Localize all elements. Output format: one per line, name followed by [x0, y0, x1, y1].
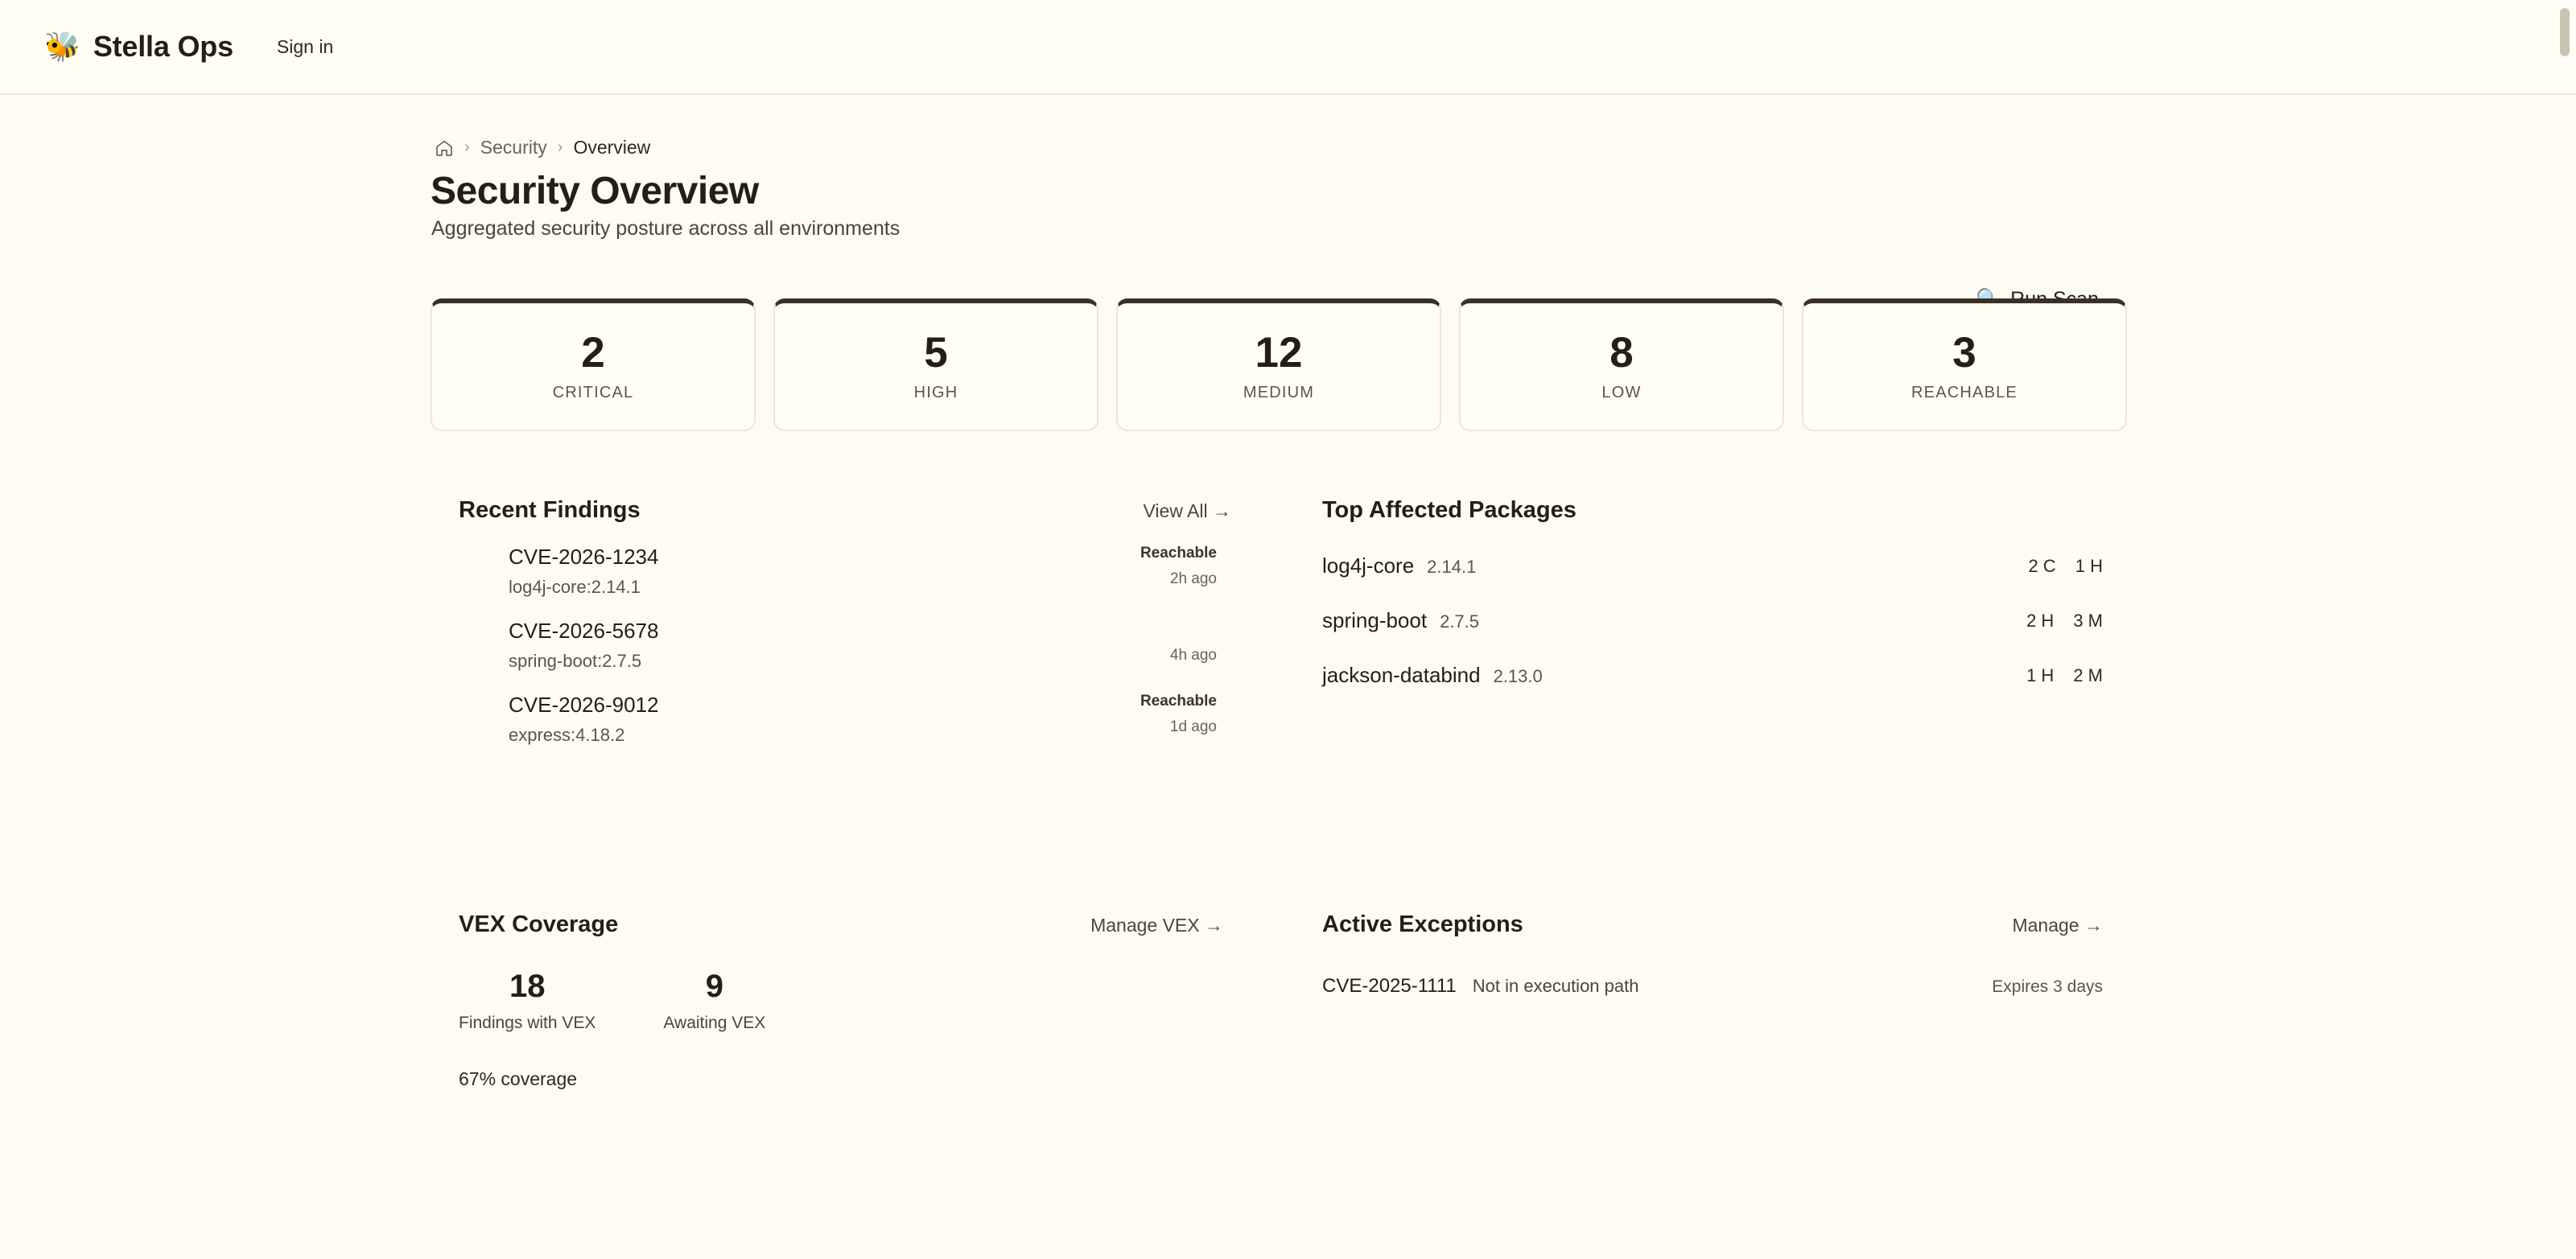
finding-timestamp: 4h ago: [1169, 647, 1217, 664]
package-row[interactable]: [1322, 524, 2103, 578]
manage-vex-button[interactable]: Manage VEX →: [1090, 915, 1223, 936]
vex-metric-findings-with-vex: [459, 970, 596, 1033]
top-affected-packages-panel: [1322, 497, 2103, 688]
view-all-findings-button[interactable]: View All →: [1143, 500, 1231, 521]
breadcrumb-item-security[interactable]: Security: [480, 137, 547, 158]
page-scrollbar-thumb[interactable]: [2560, 8, 2570, 56]
finding-meta: [1170, 619, 1231, 664]
breadcrumb-separator: ›: [464, 138, 470, 156]
severity-count: 1 H: [2026, 664, 2055, 685]
vex-metric-awaiting-vex: [663, 970, 765, 1033]
stat-label: MEDIUM: [1243, 383, 1315, 401]
finding-id: CVE-2026-5678: [509, 619, 659, 643]
package-name: spring-boot: [1322, 608, 1428, 632]
finding-main: [509, 619, 658, 672]
package-name: log4j-core: [1322, 553, 1415, 578]
brand[interactable]: [44, 30, 233, 64]
panel-header: [1322, 497, 2103, 524]
package-name: jackson-databind: [1322, 663, 1481, 687]
bee-icon: 🐝: [44, 30, 80, 63]
top-bar: [0, 0, 2576, 95]
package-severity-counts: [2029, 556, 2104, 577]
finding-row[interactable]: [459, 672, 1231, 746]
finding-package: express:4.18.2: [509, 725, 625, 745]
severity-count: 1 H: [2075, 555, 2103, 576]
finding-main: [509, 545, 658, 598]
finding-meta: [1140, 693, 1231, 736]
severity-count: 2 H: [2026, 610, 2055, 631]
finding-row[interactable]: [459, 598, 1231, 672]
breadcrumb-separator: ›: [557, 138, 563, 156]
reachable-badge: [1170, 619, 1217, 639]
finding-meta: [1140, 545, 1231, 588]
stat-card-high[interactable]: [773, 298, 1098, 431]
stat-label: LOW: [1601, 383, 1642, 401]
package-severity-counts: [2026, 665, 2103, 686]
finding-timestamp: 2h ago: [1169, 570, 1217, 587]
vex-metric-caption: Findings with VEX: [459, 1014, 596, 1032]
finding-timestamp: 1d ago: [1169, 718, 1217, 735]
active-exceptions-panel: [1322, 911, 2103, 998]
stat-card-low[interactable]: [1459, 298, 1784, 431]
stat-card-reachable[interactable]: [1802, 298, 2127, 431]
stat-card-medium[interactable]: [1116, 298, 1441, 431]
panel-header: [1322, 911, 2103, 938]
package-identity: [1322, 553, 1476, 578]
severity-count: 3 M: [2073, 610, 2103, 631]
package-version: 2.13.0: [1493, 666, 1543, 686]
home-icon[interactable]: [435, 138, 454, 158]
severity-count: 2 M: [2073, 664, 2103, 685]
package-identity: [1322, 608, 1479, 633]
page-subtitle: Aggregated security posture across all environments: [431, 217, 901, 240]
finding-id: CVE-2026-1234: [509, 545, 659, 569]
package-version: 2.14.1: [1427, 557, 1477, 577]
panel-header: [459, 911, 1223, 938]
vex-coverage-panel: [459, 911, 1223, 1090]
exception-expiry: Expires 3 days: [1992, 977, 2103, 996]
recent-findings-panel: [459, 497, 1231, 746]
sign-in-button[interactable]: Sign in: [259, 27, 351, 68]
manage-exceptions-button[interactable]: Manage →: [2012, 915, 2103, 936]
package-row[interactable]: [1322, 633, 2103, 688]
finding-package: log4j-core:2.14.1: [509, 577, 641, 597]
page-title: Security Overview: [431, 170, 759, 212]
stat-card-critical[interactable]: [431, 298, 756, 431]
brand-name: Stella Ops: [93, 30, 233, 63]
stat-label: CRITICAL: [552, 383, 634, 401]
finding-id: CVE-2026-9012: [509, 693, 659, 717]
stat-value: 5: [924, 328, 948, 376]
severity-count: 2 C: [2028, 555, 2056, 576]
vex-metric-caption: Awaiting VEX: [663, 1014, 766, 1032]
finding-package: spring-boot:2.7.5: [509, 651, 642, 671]
panel-header: [459, 497, 1231, 524]
panel-title: VEX Coverage: [459, 911, 619, 937]
finding-main: [509, 693, 658, 746]
panel-title: Recent Findings: [459, 497, 641, 523]
stat-value: 3: [1952, 328, 1976, 376]
vex-metric-value: 9: [705, 969, 723, 1004]
page-scrollbar[interactable]: [2562, 5, 2573, 1256]
stat-label: HIGH: [913, 383, 958, 401]
breadcrumb-item-overview: Overview: [573, 137, 651, 158]
finding-row[interactable]: [459, 524, 1231, 598]
stat-label: REACHABLE: [1911, 383, 2018, 401]
panel-title: Top Affected Packages: [1322, 497, 1577, 523]
stat-value: 2: [581, 328, 605, 376]
package-severity-counts: [2026, 611, 2103, 632]
stat-value: 8: [1609, 328, 1634, 376]
exception-row[interactable]: [1322, 938, 2103, 998]
vex-coverage-percent: 67% coverage: [459, 1068, 578, 1089]
package-row[interactable]: [1322, 578, 2103, 633]
breadcrumb: [435, 137, 650, 158]
vex-metrics: [459, 938, 1223, 1033]
panel-title: Active Exceptions: [1322, 911, 1523, 937]
reachable-badge: Reachable: [1140, 693, 1217, 710]
reachable-badge: Reachable: [1140, 545, 1217, 562]
vex-metric-value: 18: [509, 969, 546, 1004]
package-identity: [1322, 663, 1543, 688]
exception-identity: [1322, 975, 1638, 998]
exception-reason: Not in execution path: [1472, 976, 1639, 996]
exception-cve-id: CVE-2025-1111: [1322, 975, 1457, 997]
stat-value: 12: [1255, 328, 1303, 376]
severity-stat-cards: [431, 298, 2127, 431]
package-version: 2.7.5: [1440, 611, 1480, 632]
